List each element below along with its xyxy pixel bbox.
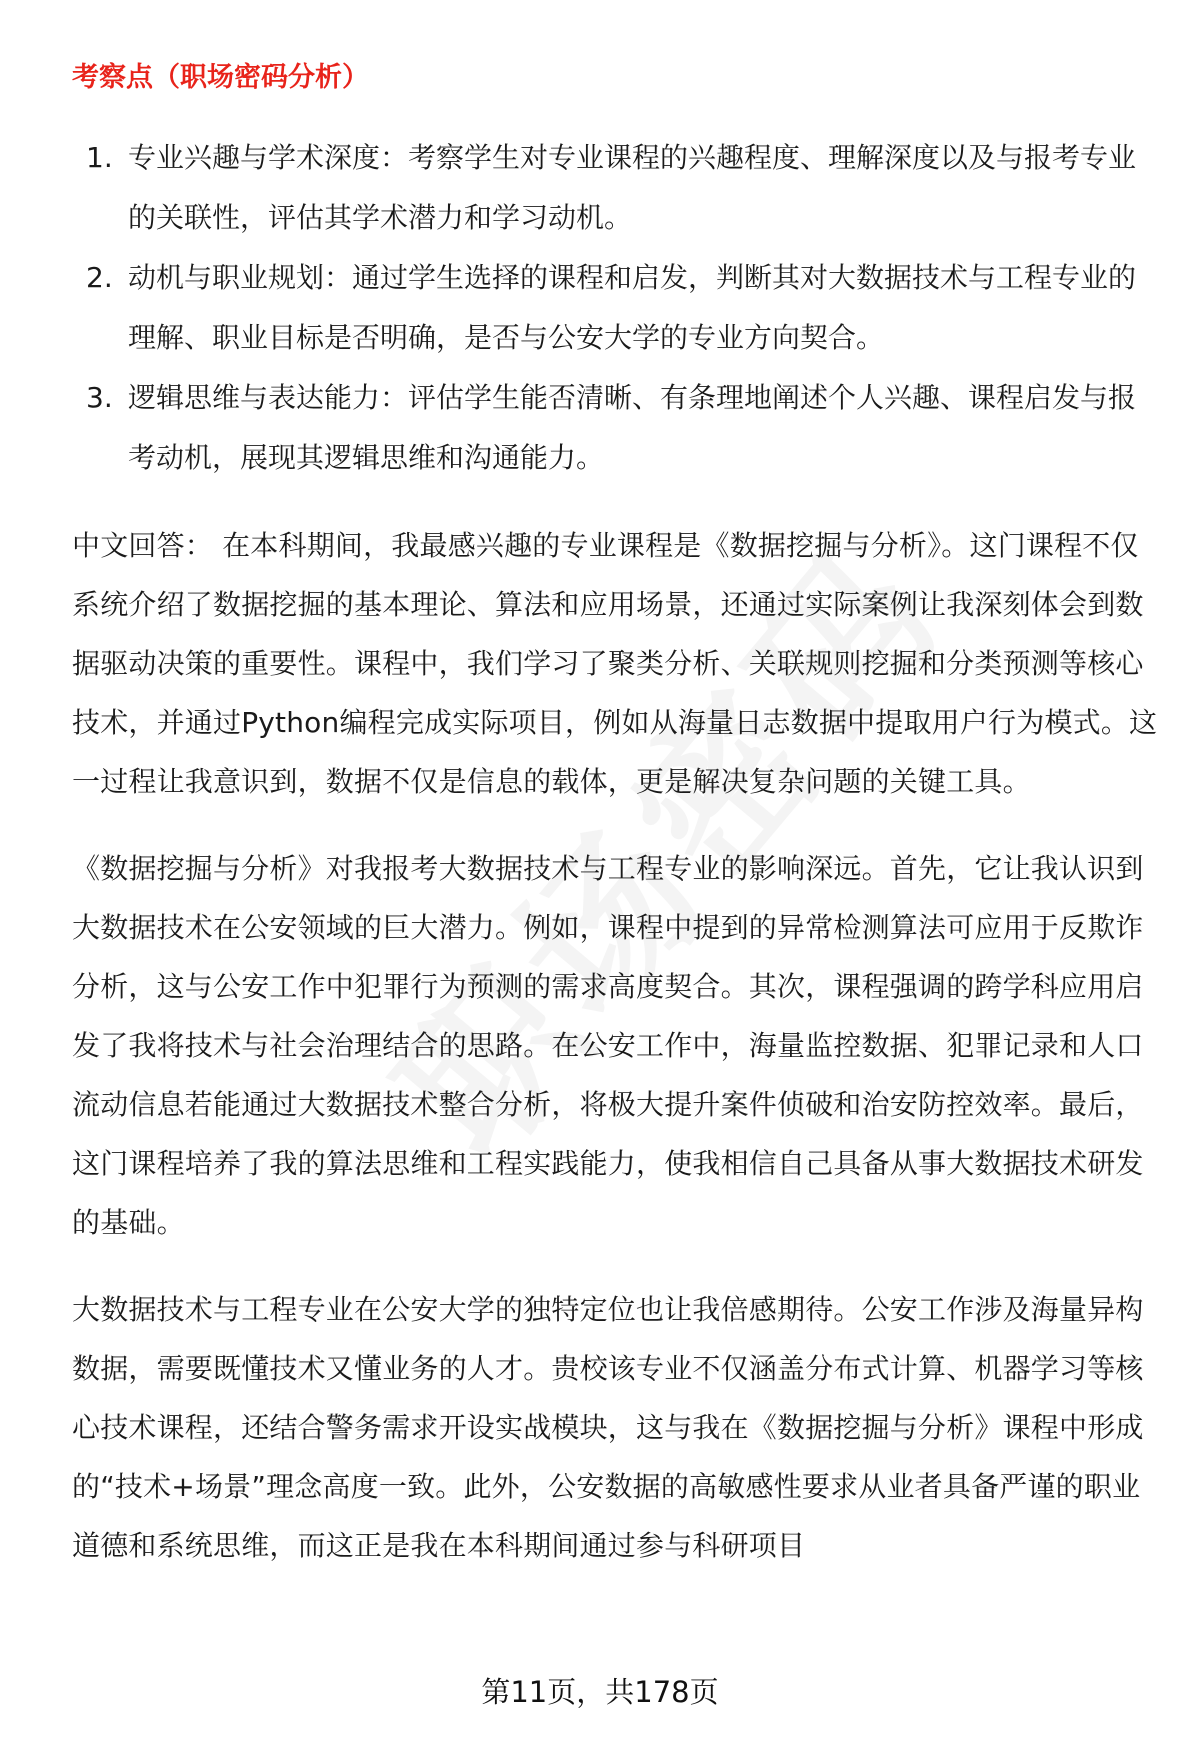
list-item bbox=[72, 128, 1162, 248]
list-item-text: 动机与职业规划：通过学生选择的课程和启发，判断其对大数据技术与工程专业的理解、职业目标是否明确，是否与公安大学的专业方向契合。 bbox=[128, 261, 1137, 354]
list-number: 1. bbox=[86, 141, 113, 174]
list-item bbox=[72, 368, 1162, 488]
list-item bbox=[72, 248, 1162, 368]
section-title: 考察点（职场密码分析） bbox=[72, 62, 369, 93]
list-item-text: 专业兴趣与学术深度：考察学生对专业课程的兴趣程度、理解深度以及与报考专业的关联性，评估其学术潜力和学习动机。 bbox=[128, 141, 1137, 234]
answer-paragraph-1: 中文回答： 在本科期间，我最感兴趣的专业课程是《数据挖掘与分析》。这门课程不仅系统介绍了数据挖掘的基本理论、算法和应用场景，还通过实际案例让我深刻体会到数据驱动决策的重要性。课程中，我们学习了聚类分析、关联规则挖掘和分类预测等核心技术，并通过Python编程完成实际项目，例如从海量日志数据中提取用户行为模式。这一过程让我意识到，数据不仅是信息的载体，更是解决复杂问题的关键工具。 bbox=[72, 529, 1158, 798]
list-number: 3. bbox=[86, 381, 113, 414]
answer-paragraph-2: 《数据挖掘与分析》对我报考大数据技术与工程专业的影响深远。首先，它让我认识到大数据技术在公安领域的巨大潜力。例如，课程中提到的异常检测算法可应用于反欺诈分析，这与公安工作中犯罪行为预测的需求高度契合。其次，课程强调的跨学科应用启发了我将技术与社会治理结合的思路。在公安工作中，海量监控数据、犯罪记录和人口流动信息若能通过大数据技术整合分析，将极大提升案件侦破和治安防控效率。最后，这门课程培养了我的算法思维和工程实践能力，使我相信自己具备从事大数据技术研发的基础。 bbox=[72, 852, 1144, 1239]
assessment-points-list bbox=[72, 128, 1162, 488]
document-page bbox=[72, 58, 1162, 1603]
list-number: 2. bbox=[86, 261, 113, 294]
list-item-text: 逻辑思维与表达能力：评估学生能否清晰、有条理地阐述个人兴趣、课程启发与报考动机，展现其逻辑思维和沟通能力。 bbox=[128, 381, 1137, 474]
page-number-footer: 第11页，共178页 bbox=[481, 1675, 719, 1709]
answer-paragraph-3: 大数据技术与工程专业在公安大学的独特定位也让我倍感期待。公安工作涉及海量异构数据，需要既懂技术又懂业务的人才。贵校该专业不仅涵盖分布式计算、机器学习等核心技术课程，还结合警务需求开设实战模块，这与我在《数据挖掘与分析》课程中形成的“技术+场景”理念高度一致。此外，公安数据的高敏感性要求从业者具备严谨的职业道德和系统思维，而这正是我在本科期间通过参与科研项目 bbox=[72, 1293, 1144, 1562]
